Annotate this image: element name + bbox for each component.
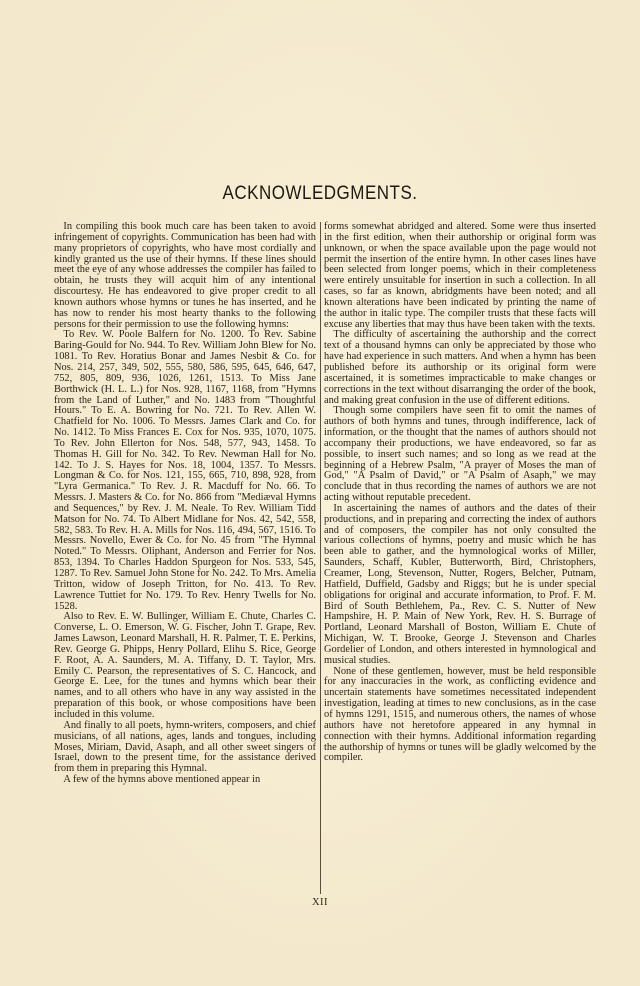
paragraph: And finally to all poets, hymn-writers, composers, and chief musicians, of all nations, ages, lands and tongues, including Moses, Miriam, David, Asaph, and all other sweet singers of Israel, down to the present time, for the assistance derived from them in preparing this Hymnal.	[54, 719, 316, 775]
paragraph: Also to Rev. E. W. Bullinger, William E. Chute, Charles C. Converse, L. O. Emerson, W. G. Fischer, John T. Grape, Rev. James Lawson, Leonard Marshall, H. R. Palmer, T. E. Perkins, Rev. George G. Phipps, Henry Pollard, Elihu S. Rice, George F. Root, A. A. Saunders, M. A. Tiffany, D. T. Taylor, Mrs. Emily C. Pearson, the representatives of S. C. Hancock, and George E. Lee, for the tunes and hymns which bear their names, and to all others who have in any way assisted in the preparation of this book, or whose compositions have been included in this volume.	[54, 611, 316, 720]
paragraph: Though some compilers have seen fit to omit the names of authors of both hymns and tunes, through indifference, lack of information, or the thought that the names of authors should not accompany their productions, we have endeavored, so far as possible, to insert such names; and so long as we read at the beginning of a Hebrew Psalm, "A prayer of Moses the man of God," "A Psalm of David," or "A Psalm of Asaph," we may conclude that in thus recording the names of authors we are not acting without reputable precedent.	[324, 405, 596, 504]
left-column	[54, 222, 316, 786]
page-title: ACKNOWLEDGMENTS.	[222, 181, 418, 204]
paragraph: In compiling this book much care has been taken to avoid infringement of copyrights. Communication has been had with many proprietors of copyrights, who have most cordially and kindly granted us the use of their hymns. If these lines should meet the eye of any whose addresses the compiler has failed to obtain, he trusts they will acquit him of any intentional discourtesy. He has endeavored to give proper credit to all known authors whose hymns or tunes he has inserted, and he has now to render his most hearty thanks to the following persons for their permission to use the following hymns:	[54, 221, 316, 330]
page-number: XII	[311, 897, 329, 908]
paragraph: A few of the hymns above mentioned appear in	[63, 774, 261, 786]
right-column	[324, 222, 596, 764]
paragraph: The difficulty of ascertaining the authorship and the correct text of a thousand hymns can only be appreciated by those who have had experience in such matters. And when a hymn has been published before its authorship or its original form were ascertained, it is sometimes impracticable to make changes or corrections in the text without disarranging the order of the book, and making great confusion in the use of different editions.	[324, 329, 596, 406]
paragraph: In ascertaining the names of authors and the dates of their productions, and in preparing and correcting the index of authors and of composers, the compiler has not only consulted the various collections of hymns, poetry and music which he has been able to gather, and the hymnological works of Miller, Saunders, Schaff, Kubler, Butterworth, Bird, Christophers, Creamer, Long, Stevenson, Nutter, Rogers, Belcher, Putnam, Hatfield, Duffield, Gadsby and Riggs; but he is under special obligations for original and accurate information, to Prof. F. M. Bird of South Bethlehem, Pa., Rev. C. S. Nutter of New Hampshire, H. P. Main of New York, Rev. H. S. Burrage of Portland, Leonard Marshall of Boston, William E. Chute of Michigan, W. T. Brooke, George J. Stevenson and Charles Gordelier of London, and others interested in hymnological and musical studies.	[324, 502, 596, 666]
paragraph: To Rev. W. Poole Balfern for No. 1200. To Rev. Sabine Baring-Gould for No. 944. To Rev. William John Blew for No. 1081. To Rev. Horatius Bonar and James Nesbit & Co. for Nos. 214, 257, 349, 502, 555, 580, 586, 595, 645, 646, 647, 752, 805, 809, 936, 1026, 1261, 1513. To Miss Jane Borthwick (H. L. L.) for Nos. 928, 1167, 1168, from "Hymns from the Land of Luther," and No. 1483 from "Thoughtful Hours." To E. A. Bowring for No. 721. To Rev. Allen W. Chatfield for No. 1006. To Messrs. James Clark and Co. for No. 1412. To Miss Frances E. Cox for Nos. 935, 1070, 1075. To Rev. John Ellerton for Nos. 548, 577, 943, 1458. To Thomas H. Gill for No. 342. To Rev. Newman Hall for No. 142. To J. S. Hayes for Nos. 18, 1004, 1357. To Messrs. Longman & Co. for Nos. 121, 155, 665, 710, 898, 928, from "Lyra Germanica." To Rev. J. R. Macduff for No. 66. To Messrs. J. Masters & Co. for No. 866 from "Mediæval Hymns and Sequences," by Rev. J. M. Neale. To Rev. William Tidd Matson for No. 74. To Albert Midlane for Nos. 42, 542, 558, 582, 583. To Rev. H. A. Mills for Nos. 116, 494, 567, 1516. To Messrs. Novello, Ewer & Co. for No. 45 from "The Hymnal Noted." To Messrs. Oliphant, Anderson and Ferrier for Nos. 853, 1394. To Charles Haddon Spurgeon for Nos. 533, 545, 1287. To Rev. Samuel John Stone for No. 242. To Mrs. Amelia Tritton, widow of Joseph Tritton, for No. 413. To Rev. Lawrence Tuttiet for No. 179. To Rev. Henry Twells for No. 1528.	[54, 329, 316, 612]
paragraph: None of these gentlemen, however, must be held responsible for any inaccuracies in the work, as conflicting evidence and uncertain statements have sometimes necessitated independent investigation, leading at times to new conclusions, as in the case of hymns 1291, 1515, and numerous others, the names of whose authors have not heretofore appeared in any hymnal in connection with their hymns. Additional information regarding the authorship of hymns or tunes will be gladly welcomed by the compiler.	[324, 665, 596, 764]
paragraph: forms somewhat abridged and altered. Some were thus inserted in the first edition, when their authorship or original form was unknown, or when the space available upon the page would not permit the insertion of the entire hymn. In other cases lines have been selected from longer poems, which in their completeness were entirely unsuitable for insertion in such a collection. In all cases, so far as known, abridgments have been noted; and all known alterations have been indicated by printing the name of the author in italic type. The compiler trusts that these facts will excuse any liberties that may thus have been taken with the texts.	[324, 221, 596, 330]
column-divider	[320, 222, 321, 894]
